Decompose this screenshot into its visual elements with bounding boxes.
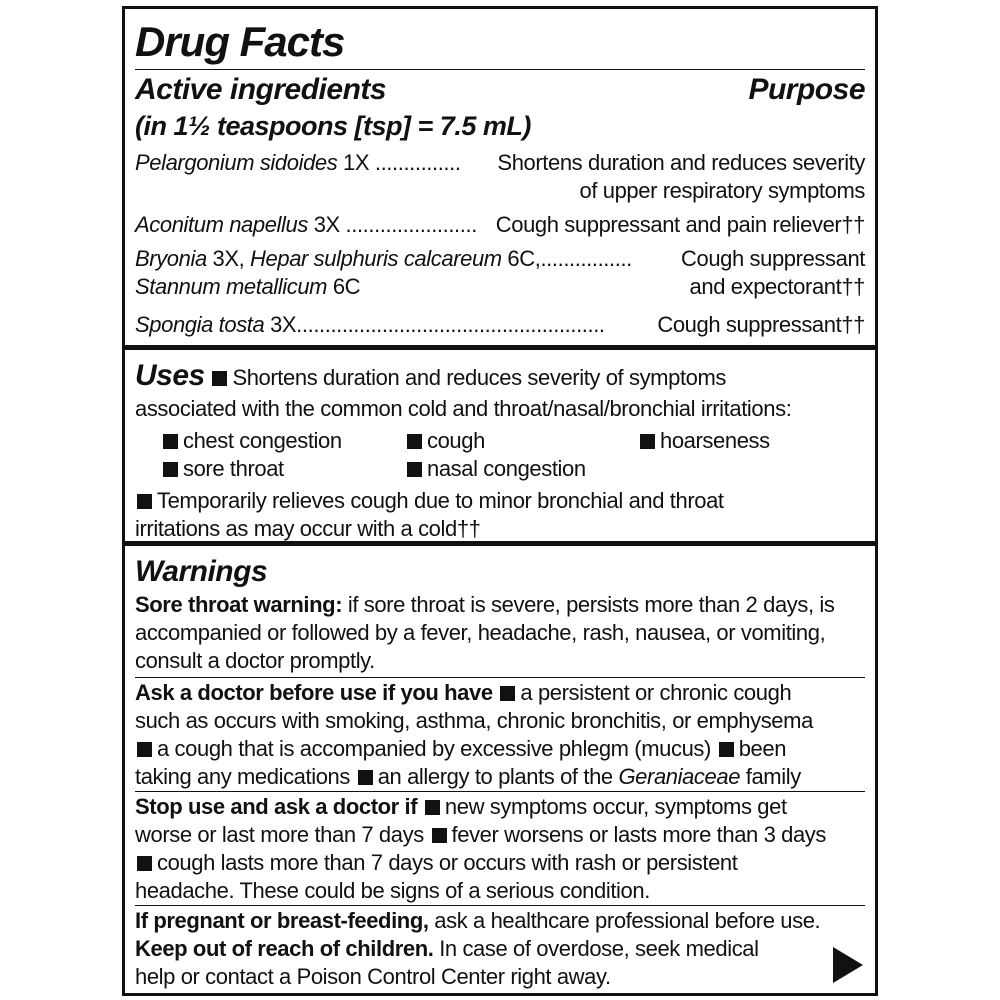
- bullet-icon: [163, 462, 178, 477]
- bullet-icon: [358, 770, 373, 785]
- title-rule: [135, 69, 865, 70]
- warning-rule: [135, 677, 865, 678]
- bullet-icon: [719, 742, 734, 757]
- bullet-icon: [137, 856, 152, 871]
- warning-rule: [135, 791, 865, 792]
- drug-facts-panel: Drug Facts Active ingredients Purpose (in 1½ teaspoons [tsp] = 7.5 mL) Pelargonium sidoides 1X ............... Shortens duration and reduces severity of upper respiratory symptoms Aconitum napellus 3X ....................... Cough suppressant and pain reliever†† Bryonia 3X, Hepar sulphuris calcareum 6C,................ Cough suppressant Stannum metallicum 6C and expectorant†† Spongia tosta 3X...................................................... Cough suppressant†† Uses Shortens duration and reduces severity of symptoms associated with the common cold and throat/nasal/bronchial irritations: chest congestion cough hoarseness sore throat nasal congestion Temporarily relieves cough due to minor bronchial and throat irritations as may occur with a cold†† Warnings Sore throat warning: if sore throat is severe, persists more than 2 days, is accompanied or followed by a fever, headache, rash, nausea, or vomiting, consult a doctor promptly. Ask a doctor before use if you have a persistent or chronic cough such as occurs with smoking, asthma, chronic bronchitis, or emphysema a cough that is accompanied by excessive phlegm (mucus) been taking any medications an allergy to plants of the Geraniaceae family Stop use and ask a doctor if new symptoms occur, symptoms get worse or last more than 7 days fever worsens or lasts more than 3 days cough lasts more than 7 days or occurs with rash or persistent headache. These could be signs of a serious condition. If pregnant or breast-feeding, ask a healthcare professional before use. Keep out of reach of children. In case of overdose, seek medical help or contact a Poison Control Center right away.: [122, 6, 878, 996]
- uses-header: Uses: [135, 359, 205, 392]
- ingredient-row: Spongia tosta 3X...................................................... Cough suppressant††: [135, 312, 865, 337]
- bullet-icon: [425, 800, 440, 815]
- bullet-icon: [640, 434, 655, 449]
- use-item: sore throat: [161, 456, 284, 481]
- use-item: cough: [405, 428, 485, 453]
- warnings-section: Warnings Sore throat warning: if sore throat is severe, persists more than 2 days, is accompanied or followed by a fever, headache, rash, nausea, or vomiting, consult a doctor promptly.: [135, 551, 865, 991]
- bullet-icon: [407, 462, 422, 477]
- ingredient-row: Aconitum napellus 3X ....................... Cough suppressant and pain reliever††: [135, 212, 865, 237]
- continue-arrow-icon: [833, 947, 863, 983]
- ingredient-row: Pelargonium sidoides 1X ............... Shortens duration and reduces severity: [135, 150, 865, 175]
- section-divider: [125, 345, 875, 350]
- bullet-icon: [137, 742, 152, 757]
- use-item: hoarseness: [638, 428, 770, 453]
- bullet-icon: [163, 434, 178, 449]
- section-divider: [125, 541, 875, 546]
- bullet-icon: [500, 686, 515, 701]
- warning-rule: [135, 905, 865, 906]
- bullet-icon: [407, 434, 422, 449]
- sore-throat-warning-label: Sore throat warning:: [135, 592, 343, 617]
- use-item: chest congestion: [161, 428, 342, 453]
- panel-title: Drug Facts: [135, 18, 345, 65]
- warnings-header: Warnings: [135, 555, 268, 588]
- ingredient-row: Bryonia 3X, Hepar sulphuris calcareum 6C,................ Cough suppressant: [135, 246, 865, 271]
- active-ingredients-section: Active ingredients Purpose (in 1½ teaspoons [tsp] = 7.5 mL) Pelargonium sidoides 1X ............... Shortens duration and reduces severity of upper respiratory symptoms Aconitum napellus 3X ....................... Cough suppressant and pain reliever†† Bryonia 3X, Hepar sulphuris calcareum 6C,................ Cough suppressant Stannum metallicum 6C and expectorant†† Spongia tosta 3X...................................................... Cough suppressant††: [135, 73, 865, 337]
- purpose-header: Purpose: [748, 73, 865, 106]
- bullet-icon: [137, 494, 152, 509]
- use-item: nasal congestion: [405, 456, 586, 481]
- bullet-icon: [432, 828, 447, 843]
- active-ingredients-header: Active ingredients: [135, 73, 387, 106]
- uses-section: Uses Shortens duration and reduces severity of symptoms associated with the common cold and throat/nasal/bronchial irritations: chest congestion cough hoarseness sore throat nasal congestion Temporarily relieves cough due to minor bronchial and throat irritations as may occur with a cold††: [135, 359, 792, 541]
- bullet-icon: [212, 371, 227, 386]
- dose-subheader: (in 1½ teaspoons [tsp] = 7.5 mL): [135, 111, 531, 141]
